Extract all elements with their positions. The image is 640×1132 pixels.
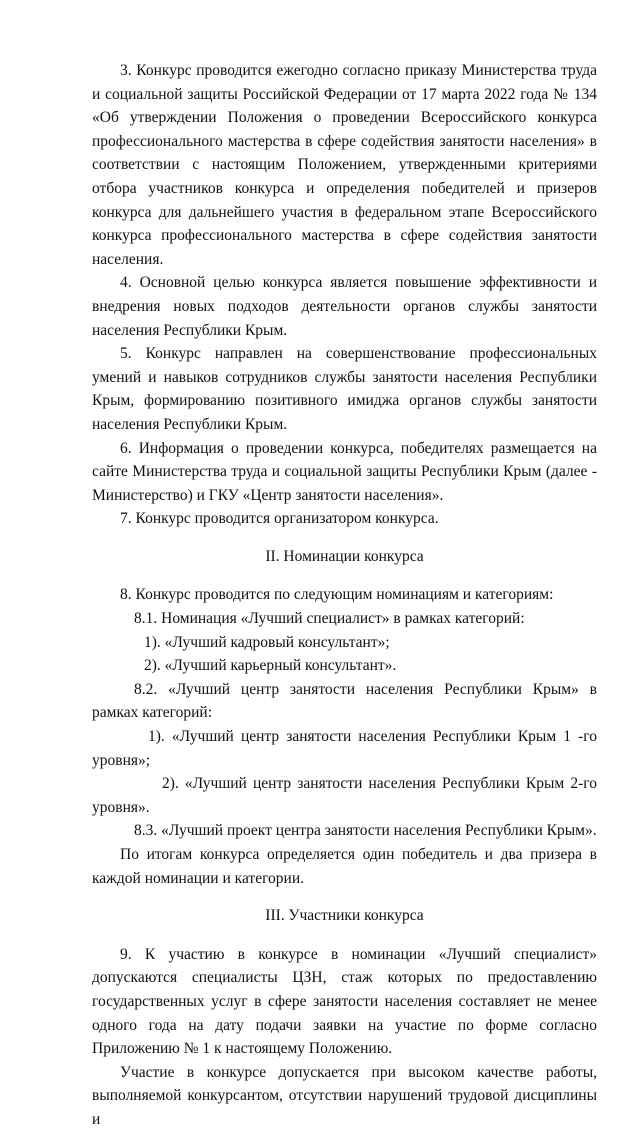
- paragraph-8-2: 8.2. «Лучший центр занятости населения Республики Крым» в рамках категорий:: [92, 680, 597, 722]
- paragraph-5: 5. Конкурс направлен на совершенствование профессиональных умений и навыков сотрудников службы занятости населения Республики Крым, формированию позитивного имиджа органов службы занятости населения Республики Крым.: [92, 345, 597, 433]
- paragraph-8-1-1: 1). «Лучший кадровый консультант»;: [144, 633, 390, 651]
- paragraph-4: 4. Основной целью конкурса является повышение эффективности и внедрения новых подходов деятельности органов службы занятости населения Республики Крым.: [92, 274, 597, 339]
- paragraph-6: 6. Информация о проведении конкурса, победителях размещается на сайте Министерства труда и социальной защиты Республики Крым (далее - Министерство) и ГКУ «Центр занятости населения».: [92, 439, 597, 504]
- paragraph-3: 3. Конкурс проводится ежегодно согласно приказу Министерства труда и социальной защиты Российской Федерации от 17 марта 2022 года № 134 «Об утверждении Положения о проведении Всероссийского конкурса профессионального мастерства в сфере содействия занятости населения» в соответствии с настоящим Положением, утвержденными критериями отбора участников конкурса и определения победителей и призеров конкурса для дальнейшего участия в федеральном этапе Всероссийского конкурса профессионального мастерства в сфере содействия занятости населения.: [92, 62, 597, 268]
- paragraph-7: 7. Конкурс проводится организатором конкурса.: [120, 510, 439, 528]
- paragraph-results: По итогам конкурса определяется один победитель и два призера в каждой номинации и категории.: [92, 846, 597, 887]
- document-body: [92, 59, 597, 1132]
- paragraph-participation: Участие в конкурсе допускается при высоком качестве работы, выполняемой конкурсантом, отсутствии нарушений трудовой дисциплины и: [92, 1063, 597, 1128]
- paragraph-9: 9. К участию в конкурсе в номинации «Лучший специалист» допускаются специалисты ЦЗН, стаж которых по предоставлению государственных услуг в сфере занятости населения составляет не менее одного года на дату подачи заявки на участие по форме согласно Приложению № 1 к настоящему Положению.: [92, 945, 597, 1058]
- section-heading-nominations: II. Номинации конкурса: [265, 547, 424, 565]
- paragraph-8-3: 8.3. «Лучший проект центра занятости населения Республики Крым».: [134, 822, 597, 840]
- paragraph-8-2-1: 1). «Лучший центр занятости населения Республики Крым 1 -го уровня»;: [92, 728, 597, 769]
- paragraph-8-1-2: 2). «Лучший карьерный консультант».: [144, 657, 397, 675]
- paragraph-8-1: 8.1. Номинация «Лучший специалист» в рамках категорий:: [134, 610, 525, 628]
- paragraph-8-2-2: 2). «Лучший центр занятости населения Республики Крым 2-го уровня».: [92, 775, 597, 816]
- paragraph-8: 8. Конкурс проводится по следующим номинациям и категориям:: [120, 586, 554, 604]
- section-heading-participants: III. Участники конкурса: [265, 907, 424, 925]
